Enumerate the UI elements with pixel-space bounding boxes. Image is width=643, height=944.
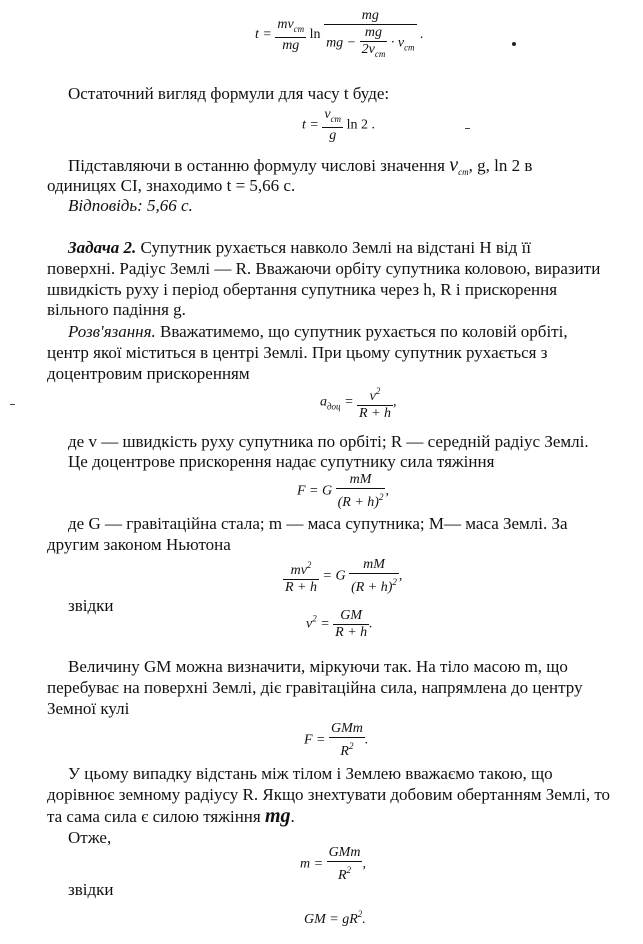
text-gm-2: перебуває на поверхні Землі, діє гравітаційна сила, напрямлена до центру [47,678,583,697]
formula-mg-equals: m = $\frac{\text{GMm}}{R^2}$ , [300,845,366,883]
text-hence: Отже, [68,828,112,847]
inline-mg: mg [264,805,291,827]
text-case-2: дорівнює земному радіусу R. Якщо знехтувати добовим обертанням Землі, то [47,785,611,804]
scan-dot [512,42,516,46]
text-gm-1: Величину GM можна визначити, міркуючи так. На тіло масою m, що [68,657,568,676]
text-v-definition: де v — швидкість руху супутника по орбіті; R — середній радіус Землі. [68,432,589,451]
text-substitute-2: одиницях СІ, знаходимо t = 5,66 с. [47,176,296,195]
solution-line-1: Розв'язання. Вважатимемо, що супутник рухається по коловій орбіті, [68,322,568,341]
text-gravitational-const: де G — гравітаційна стала; m — маса супутника; M— маса Землі. За [68,514,568,533]
formula-gm: GM = $gR^2$. [304,909,366,927]
task-line-4: вільного падіння g. [47,300,186,319]
text-case-1: У цьому випадку відстань між тілом і Землею вважаємо такою, що [68,764,553,783]
formula-time-final: t = $\frac{v_{ст}}{g}$ ln 2 . [302,107,375,143]
formula-centripetal-accel: $a_{доц}$ = $\frac{v^2}{R + h}$ , [320,383,397,422]
text-case-3: та сама сила є силою тяжіння mg. [47,805,295,827]
scan-dash [465,128,470,129]
text-whence-1: звідки [68,596,114,615]
text-substitute-1: Підставляючи в останню формулу числові значення $v_{ст}$, g, ln 2 в [68,154,533,177]
inline-v-st: $v_{ст}$ [449,154,469,177]
text-gm-3: Земної кулі [47,699,130,718]
solution-line-2: центр якої міститься в центрі Землі. При цьому супутник рухається з [47,343,548,362]
scan-dash [10,404,15,405]
text-final-form: Остаточний вигляд формули для часу t буде: [68,84,390,103]
solution-line-3: доцентровим прискоренням [47,364,250,383]
formula-gravity-force: F = G $\frac{mM}{(R + h)^2}$ , [297,472,389,510]
formula-time-ln: t = $\frac{mv_{ст}}{mg}$ ln mg mg − $\frac{mg}{2v_{ст}}$ · $v_{ст}$ . [255,8,424,59]
task-line-1: Задача 2. Супутник рухається навколо Землі на відстані H від її [68,238,531,257]
formula-v-squared: $v^2$ = $\frac{GM}{R + h}$ . [306,608,373,640]
text-force: Це доцентрове прискорення надає супутнику сила тяжіння [68,452,495,471]
task-line-3: швидкість руху і період обертання супутника через h, R і прискорення [47,280,558,299]
formula-gravity-surface: F = $\frac{\text{GMm}}{R^2}$ . [304,721,369,759]
task-line-2: поверхні. Радіус Землі — R. Вважаючи орбіту супутника коловою, виразити [47,259,601,278]
text-newton-law: другим законом Ньютона [47,535,231,554]
text-whence-2: звідки [68,880,114,899]
formula-newton: $\frac{mv^2}{R + h}$ = G $\frac{mM}{(R + h)^2}$ , [285,557,403,595]
answer: Відповідь: 5,66 с. [68,196,193,215]
